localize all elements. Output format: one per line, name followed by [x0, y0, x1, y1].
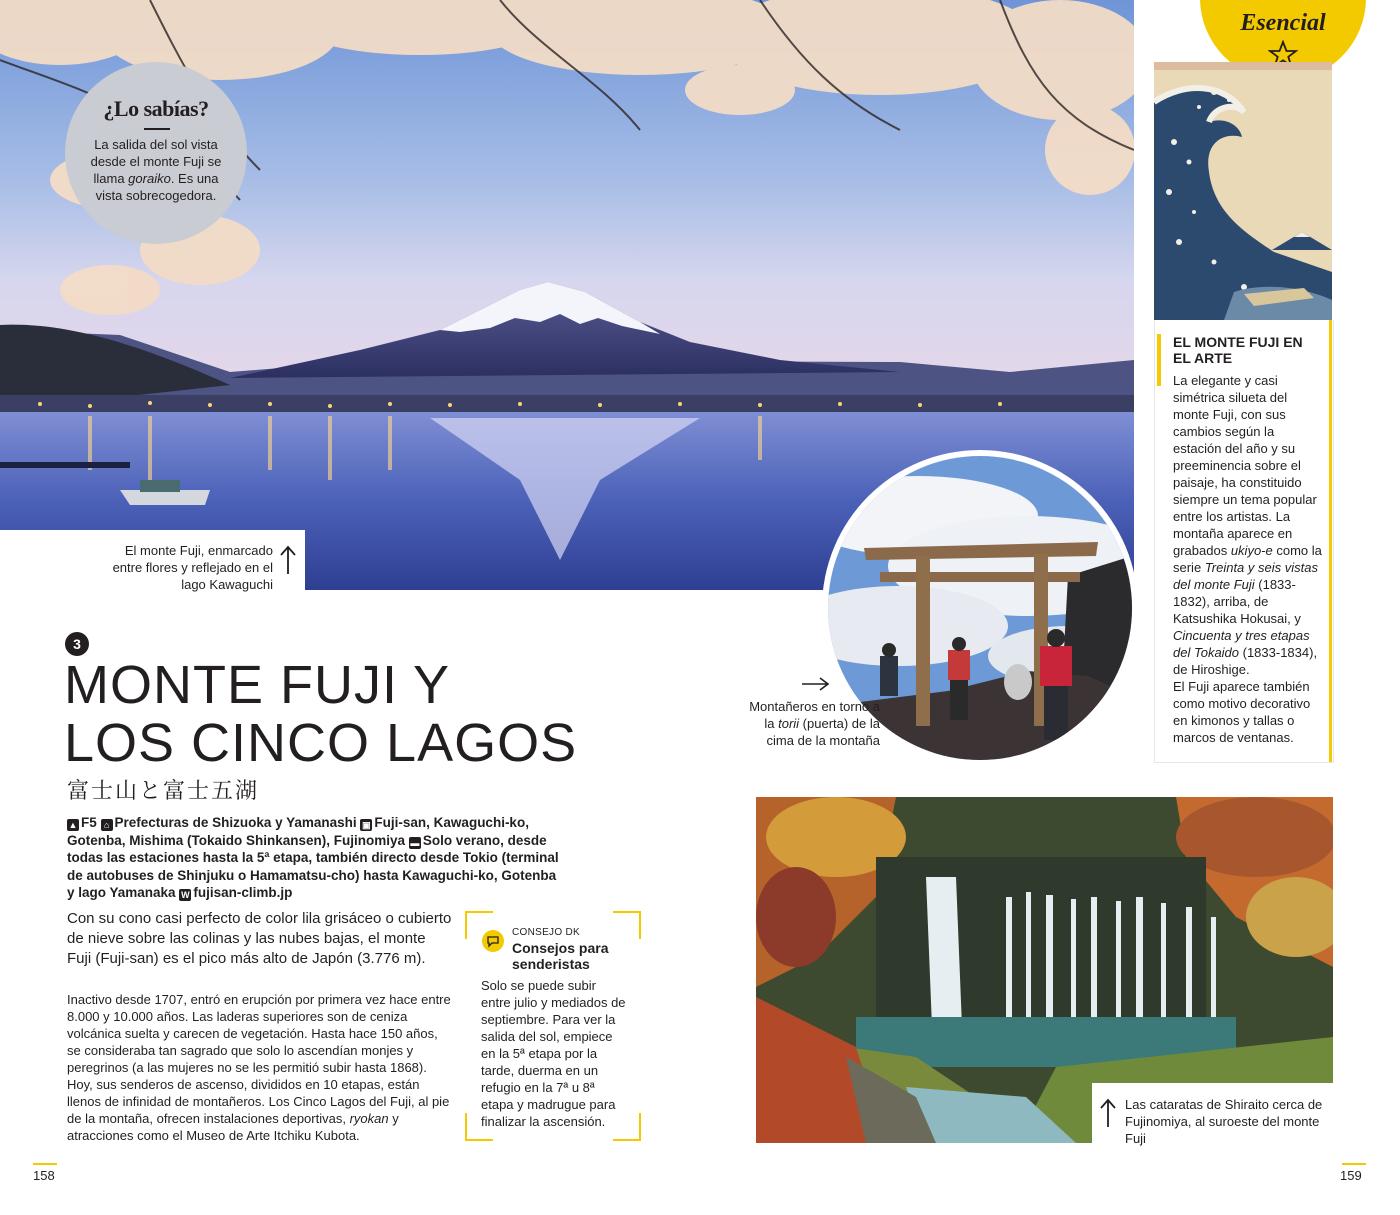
lead-paragraph: Con su cono casi perfecto de color lila grisáceo o cubierto de nieve sobre las colinas y las nubes bajas, el monte Fuji (Fuji-san) es el pico más alto de Japón (3.776 m). [67, 910, 452, 967]
japanese-title: 富士山と富士五湖 [67, 778, 260, 803]
address-icon: ⌂ [101, 819, 113, 831]
art-sidebar-text: La elegante y casi simétrica silueta del monte Fuji, con sus cambios según la estación del año y su preeminencia sobre el paisaje, ha constituido siempre un tema popular entre los artistas. La montaña aparece en grabados ukiyo-e como la serie Treinta y seis vistas del monte Fuji (1833-1832), arriba, de Katsushika Hokusai, y Cincuenta y tres etapas del Tokaido (1833-1834), de Hiroshige. El Fuji aparece también como motivo decorativo en kimonos y tallas o marcos de ventanas. [1173, 373, 1322, 745]
art-sidebar-title: EL MONTE FUJI EN EL ARTE [1173, 334, 1303, 366]
map-reference: F5 [81, 815, 97, 830]
arrow-right-icon [800, 676, 830, 692]
speech-bubble-icon [482, 930, 504, 952]
did-you-know-rule [144, 128, 170, 130]
torii-caption: Montañeros en torno a la torii (puerta) de la cima de la montaña [749, 699, 880, 748]
falls-caption: Las cataratas de Shiraito cerca de Fujinomiya, al suroeste del monte Fuji [1125, 1097, 1323, 1146]
page-title-line-2: LOS CINCO LAGOS [64, 713, 578, 773]
page-number-right: 159 [1340, 1168, 1362, 1183]
train-stations: Fuji-san, Kawaguchi-ko, Gotenba, Mishima (Tokaido Shinkansen), Fujinomiya [67, 815, 529, 848]
page-number-rule-right [1342, 1163, 1366, 1165]
bus-icon: ▬ [410, 837, 420, 848]
tip-kicker: CONSEJO DK [512, 927, 581, 938]
website-link[interactable]: fujisan-climb.jp [193, 885, 293, 900]
esencial-label: Esencial [1240, 10, 1326, 36]
web-icon: W [181, 890, 190, 900]
page-number-rule-left [33, 1163, 57, 1165]
hero-caption: El monte Fuji, enmarcado entre flores y reflejado en el lago Kawaguchi [112, 543, 273, 592]
tip-text: Solo se puede subir entre julio y mediados de septiembre. Para ver la salida del sol, empiece en la 5ª etapa por la tarde, duerma en un refugio en la 7ª u 8ª etapa y madrugue para finalizar la ascensión. [481, 978, 626, 1129]
page-title [64, 656, 624, 772]
did-you-know-title: ¿Lo sabías? [103, 96, 209, 121]
did-you-know-text: La salida del sol vista desde el monte Fuji se llama goraiko. Es una vista sobrecogedora. [90, 137, 222, 203]
address: Prefecturas de Shizuoka y Yamanashi [114, 815, 357, 830]
practical-info [67, 814, 567, 902]
art-sidebar-accent-right [1329, 320, 1332, 762]
hokusai-wave-print [1154, 62, 1332, 320]
tip-title: Consejos para senderistas [512, 940, 609, 972]
train-icon: ▣ [362, 820, 371, 830]
map-icon: ▲ [68, 820, 78, 830]
arrow-up-icon [278, 544, 298, 576]
bus-info: Solo verano, desde todas las estaciones hasta la 5ª etapa, también directo desde Tokio (terminal de autobuses de Shinjuku o Hamamatsu-cho) hasta Kawaguchi-ko, Gotenba y lago Yamanaka [67, 832, 559, 900]
body-paragraph: Inactivo desde 1707, entró en erupción por primera vez hace entre 8.000 y 10.000 años. Las laderas superiores son de ceniza volcánica suelta y carecen de vegetación. Hasta hace 150 años, se consideraba tan sagrado que solo lo ascendían monjes y peregrinos (a las mujeres no se les permitió subir hasta 1868). Hoy, sus senderos de ascenso, divididos en 10 etapas, están llenos de infinidad de montañeros. Los Cinco Lagos del Fuji, al pie de la montaña, ofrecen instalaciones deportivas, ryokan y atracciones como el Museo de Arte Itchiku Kubota. [67, 992, 451, 1143]
page-number-left: 158 [33, 1168, 55, 1183]
arrow-up-icon [1098, 1097, 1118, 1129]
art-sidebar-accent-left [1157, 334, 1161, 386]
page-title-line-1: MONTE FUJI Y [64, 655, 451, 715]
section-number: 3 [65, 632, 89, 656]
